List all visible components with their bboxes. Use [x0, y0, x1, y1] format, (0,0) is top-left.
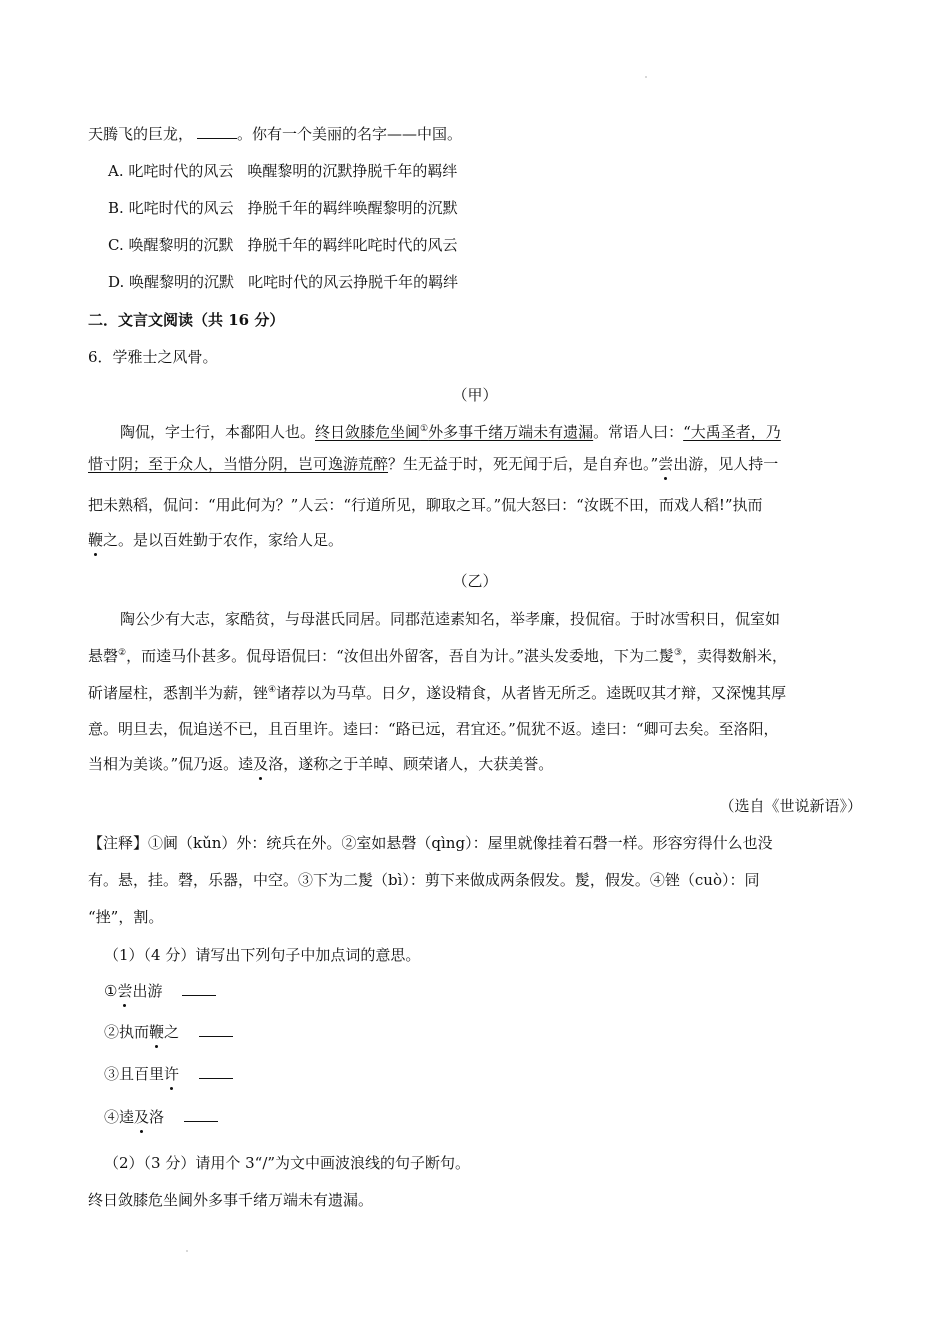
notes-line: “挫”，割。 [88, 908, 164, 926]
answer-blank[interactable] [199, 1064, 233, 1079]
dotted-word: 鞭 [88, 531, 104, 549]
sub-question-1: （1）（4 分）请写出下列句子中加点词的意思。 [104, 946, 421, 964]
notes-line: 有。悬，挂。磬，乐器，中空。③下为二髲（bì）：剪下来做成两条假发。髲，假发。④锉（cuò）：同 [88, 871, 760, 889]
dotted-word: 鞭 [149, 1023, 165, 1041]
passage-line: 当相为美谈。”侃乃返。逵及洛，遂称之于羊晫、顾荣诸人，大获美誉。 [88, 755, 554, 773]
answer-blank[interactable] [199, 1022, 233, 1037]
answer-blank[interactable] [184, 1107, 218, 1122]
dotted-word: 许 [164, 1065, 180, 1083]
passage-line: 斫诸屋柱，悉割半为薪，锉④诸荐以为马草。日夕，遂设精食，从者皆无所乏。逵既叹其才辩，又深愧其厚 [88, 684, 787, 702]
vocab-item: ②执而鞭之 [104, 1022, 233, 1042]
sentence-to-punctuate: 终日敛膝危坐阃外多事千绪万端未有遗漏。 [88, 1191, 374, 1209]
dotted-word: 及 [134, 1108, 150, 1126]
page-mark [645, 76, 647, 78]
passage-line: 把未熟稻，侃问：“用此何为？”人云：“行道所见，聊取之耳。”侃大怒曰：“汝既不田，而戏人稻!”执而 [88, 496, 763, 514]
option-b: B. 叱咤时代的风云 挣脱千年的羁绊唤醒黎明的沉默 [108, 199, 458, 217]
question-title: 6．学雅士之风骨。 [88, 348, 218, 366]
section-title: 二．文言文阅读（共 16 分） [88, 311, 285, 329]
passage-line: 陶侃，字士行，本鄱阳人也。终日敛膝危坐阃①外多事千绪万端未有遗漏。常语人曰：“大禹圣者，乃 [120, 423, 781, 441]
source-citation: （选自《世说新语》） [719, 797, 862, 815]
option-a: A. 叱咤时代的风云 唤醒黎明的沉默挣脱千年的羁绊 [108, 162, 458, 180]
passage-line: 悬磬②，而逵马仆甚多。侃母语侃曰：“汝但出外留客，吾自为计。”湛头发委地，下为二髲③，卖得数斛米， [88, 647, 788, 665]
sub-question-2: （2）（3 分）请用个 3“/”为文中画波浪线的句子断句。 [104, 1154, 471, 1172]
underlined-quote: 惜寸阴；至于众人，当惜分阴，岂可逸游荒醉 [88, 455, 389, 473]
passage-line: 陶公少有大志，家酷贫，与母湛氏同居。同郡范逵素知名，举孝廉，投侃宿。于时冰雪积日，侃室如 [120, 610, 781, 628]
notes-line: 【注释】①阃（kǔn）外：统兵在外。②室如悬磬（qìng）：屋里就像挂着石磬一样。形容穷得什么也没 [88, 834, 773, 852]
option-d: D. 唤醒黎明的沉默 叱咤时代的风云挣脱千年的羁绊 [108, 273, 459, 291]
page-mark [186, 1250, 188, 1252]
passage-line: 意。明旦去，侃追送不已，且百里许。逵曰：“路已远，君宜还。”侃犹不返。逵曰：“卿可去矣。至洛阳， [88, 720, 779, 738]
dotted-word: 尝 [117, 982, 133, 1000]
passage-line: 鞭之。是以百姓勤于农作，家给人足。 [88, 531, 344, 549]
vocab-item: ③且百里许 [104, 1064, 233, 1084]
option-c: C. 唤醒黎明的沉默 挣脱千年的羁绊叱咤时代的风云 [108, 236, 458, 254]
text-line [88, 124, 462, 144]
vocab-item: ④逵及洛 [104, 1107, 218, 1127]
answer-blank [197, 126, 237, 139]
text-segment: 。你有一个美丽的名字——中国。 [237, 125, 463, 143]
answer-blank[interactable] [182, 981, 216, 996]
dotted-word: 及 [253, 755, 269, 773]
passage-heading-yi: （乙） [452, 572, 498, 590]
wavy-underlined-sentence: 终日敛膝危坐阃①外多事千绪万端未有遗漏 [315, 423, 594, 441]
vocab-item: ①尝出游 [104, 981, 216, 1001]
passage-heading-jia: （甲） [452, 386, 498, 404]
dotted-word: 尝 [658, 455, 674, 473]
passage-line: 惜寸阴；至于众人，当惜分阴，岂可逸游荒醉？生无益于时，死无闻于后，是自弃也。”尝出游，见人持一 [88, 455, 779, 473]
text-segment: 天腾飞的巨龙， [88, 125, 194, 143]
underlined-quote: “大禹圣者，乃 [683, 423, 781, 441]
